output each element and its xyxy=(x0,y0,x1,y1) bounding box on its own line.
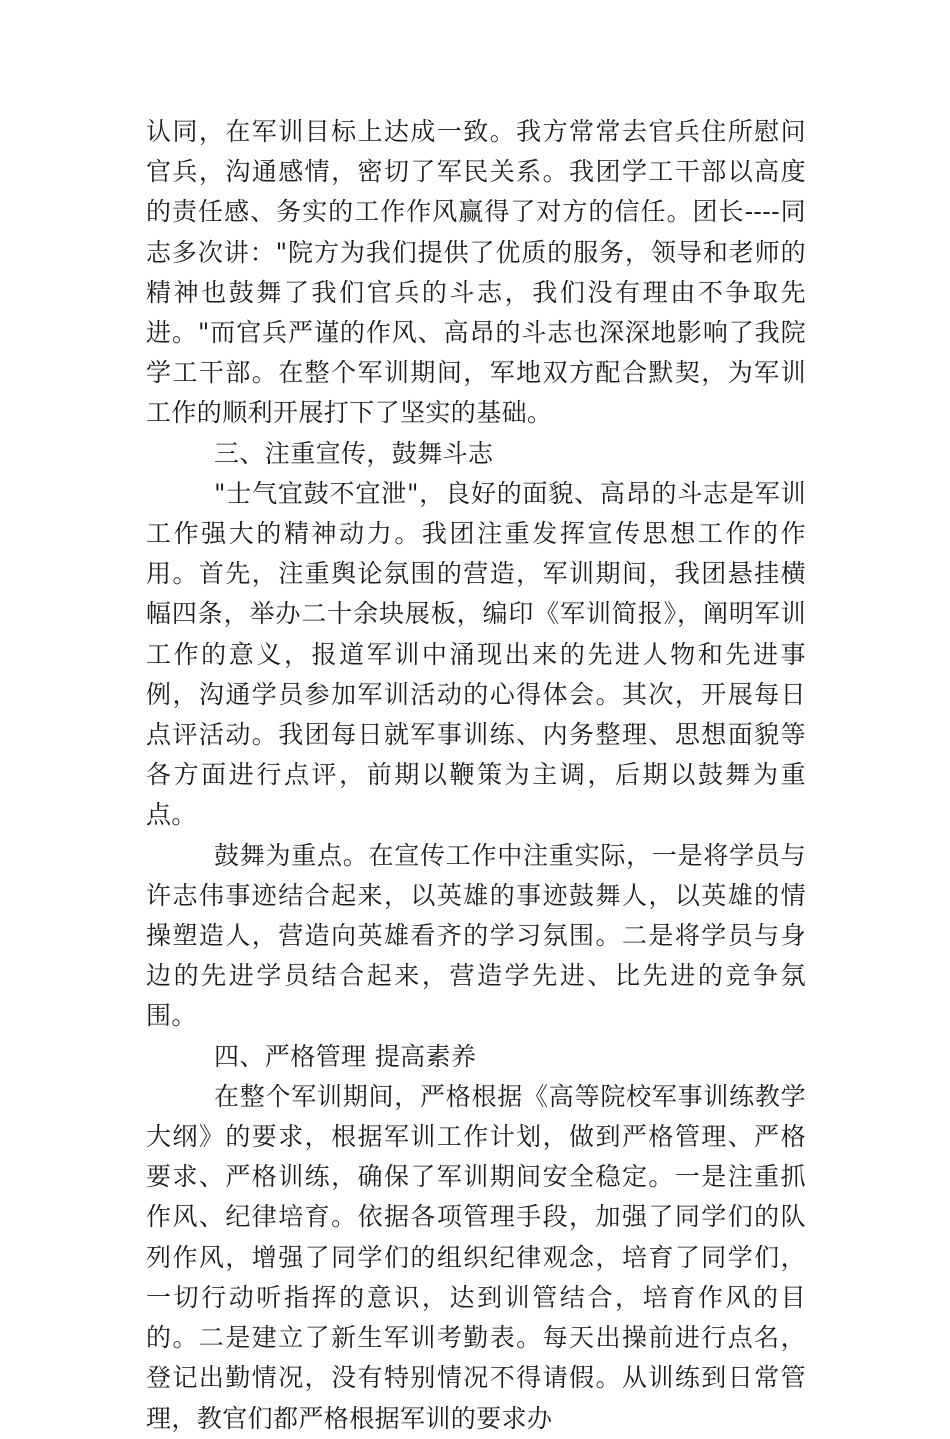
document-body xyxy=(146,112,806,1439)
section-heading-4: 四、严格管理 提高素养 xyxy=(214,1041,477,1071)
paragraph-publicity: "士气宜鼓不宜泄"，良好的面貌、高昂的斗志是军训工作强大的精神动力。我团注重发挥宣传思想工作的作用。首先，注重舆论氛围的营造，军训期间，我团悬挂横幅四条，举办二十余块展板，编印《军训简报》，阐明军训工作的意义，报道军训中涌现出来的先进人物和先进事例，沟通学员参加军训活动的心得体会。其次，开展每日点评活动。我团每日就军事训练、内务整理、思想面貌等各方面进行点评，前期以鞭策为主调，后期以鼓舞为重点。 xyxy=(146,478,806,830)
paragraph-management: 在整个军训期间，严格根据《高等院校军事训练教学大纲》的要求，根据军训工作计划，做到严格管理、严格要求、严格训练，确保了军训期间安全稳定。一是注重抓作风、纪律培育。依据各项管理手段，加强了同学们的队列作风，增强了同学们的组织纪律观念，培育了同学们，一切行动听指挥的意识，达到训管结合，培育作风的目的。二是建立了新生军训考勤表。每天出操前进行点名，登记出勤情况，没有特别情况不得请假。从训练到日常管理，教官们都严格根据军训的要求办 xyxy=(146,1081,806,1433)
section-heading-3: 三、注重宣传，鼓舞斗志 xyxy=(214,438,494,468)
paragraph-continuation: 认同，在军训目标上达成一致。我方常常去官兵住所慰问官兵，沟通感情，密切了军民关系。我团学工干部以高度的责任感、务实的工作作风赢得了对方的信任。团长----同志多次讲："院方为我们提供了优质的服务，领导和老师的精神也鼓舞了我们官兵的斗志，我们没有理由不争取先进。"而官兵严谨的作风、高昂的斗志也深深地影响了我院学工干部。在整个军训期间，军地双方配合默契，为军训工作的顺利开展打下了坚实的基础。 xyxy=(146,117,806,428)
paragraph-encouragement: 鼓舞为重点。在宣传工作中注重实际，一是将学员与许志伟事迹结合起来，以英雄的事迹鼓舞人，以英雄的情操塑造人，营造向英雄看齐的学习氛围。二是将学员与身边的先进学员结合起来，营造学先进、比先进的竞争氛围。 xyxy=(146,840,806,1031)
